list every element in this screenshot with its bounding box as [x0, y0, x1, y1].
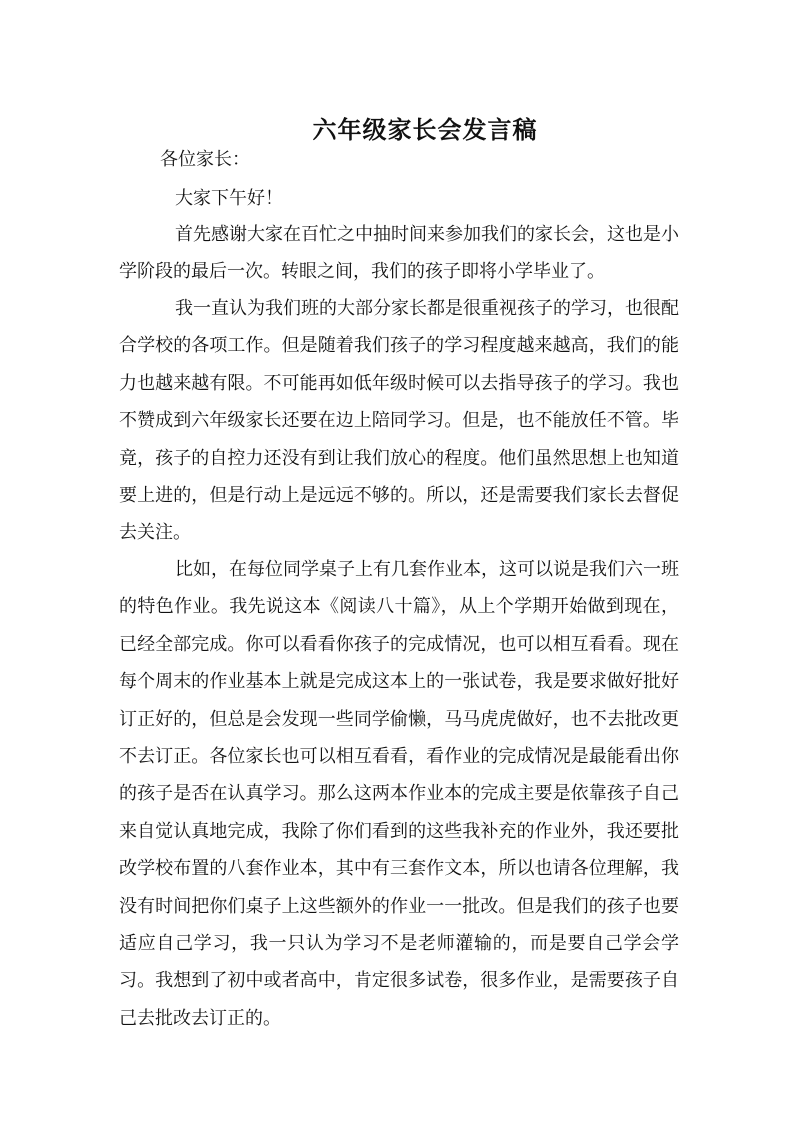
paragraph-homework: 比如，在每位同学桌子上有几套作业本，这可以说是我们六一班的特色作业。我先说这本《阅读八十篇》，从上个学期开始做到现在，已经全部完成。你可以看看你孩子的完成情况，也可以相互看看。现在每个周末的作业基本上就是完成这本上的一张试卷，我是要求做好批好订正好的，但总是会发现一些同学偷懒，马马虎虎做好，也不去批改更不去订正。各位家长也可以相互看看，看作业的完成情况是最能看出你的孩子是否在认真学习。那么这两本作业本的完成主要是依靠孩子自己来自觉认真地完成，我除了你们看到的这些我补充的作业外，我还要批改学校布置的八套作业本，其中有三套作文本，所以也请各位理解，我没有时间把你们桌子上这些额外的作业一一批改。但是我们的孩子也要适应自己学习，我一只认为学习不是老师灌输的，而是要自己学会学习。我想到了初中或者高中，肯定很多试卷，很多作业，是需要孩子自己去批改去订正的。 — [119, 559, 679, 1029]
paragraph-parents-role: 我一直认为我们班的大部分家长都是很重视孩子的学习，也很配合学校的各项工作。但是随着我们孩子的学习程度越来越高，我们的能力也越来越有限。不可能再如低年级时候可以去指导孩子的学习。我也不赞成到六年级家长还要在边上陪同学习。但是，也不能放任不管。毕竟，孩子的自控力还没有到让我们放心的程度。他们虽然思想上也知道要上进的，但是行动上是远远不够的。所以，还是需要我们家长去督促去关注。 — [119, 298, 679, 544]
salutation: 各位家长： — [160, 149, 250, 170]
document-title: 六年级家长会发言稿 — [312, 115, 538, 145]
greeting: 大家下午好！ — [175, 188, 283, 209]
paragraph-thanks: 首先感谢大家在百忙之中抽时间来参加我们的家长会，这也是小学阶段的最后一次。转眼之间，我们的孩子即将小学毕业了。 — [119, 224, 679, 283]
